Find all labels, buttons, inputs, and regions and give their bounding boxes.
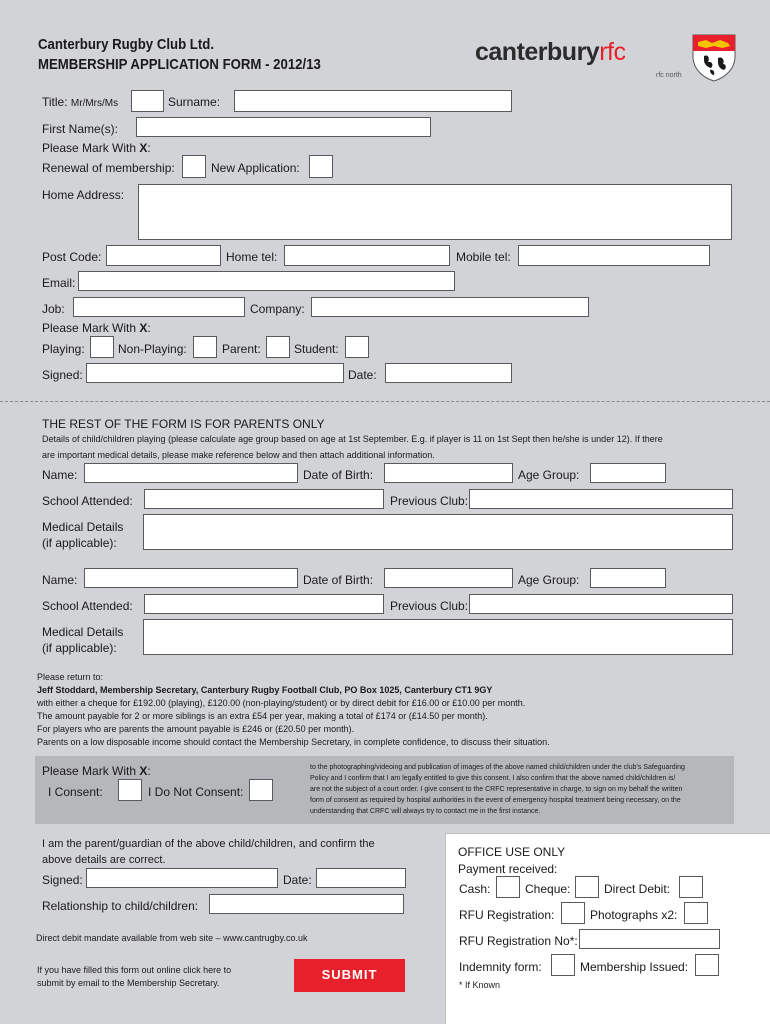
signed-input[interactable] bbox=[86, 363, 344, 383]
company-label: Company: bbox=[250, 302, 305, 316]
company-input[interactable] bbox=[311, 297, 589, 317]
child1-name-input[interactable] bbox=[84, 463, 298, 483]
post-code-label: Post Code: bbox=[42, 250, 102, 264]
playing-checkbox[interactable] bbox=[90, 336, 114, 358]
submit-button[interactable]: SUBMIT bbox=[294, 959, 405, 992]
child2-previous-club-input[interactable] bbox=[469, 594, 733, 614]
return-line-4: Parents on a low disposable income should contact the Membership Secretary, in complete confidence, to discuss their situation. bbox=[37, 737, 550, 747]
title-hint: Mr/Mrs/Ms bbox=[70, 98, 119, 109]
renewal-label: Renewal of membership: bbox=[42, 161, 175, 175]
i-consent-label: I Consent: bbox=[48, 785, 103, 799]
home-tel-label: Home tel: bbox=[226, 250, 278, 264]
student-checkbox[interactable] bbox=[345, 336, 369, 358]
photographs-checkbox[interactable] bbox=[684, 902, 708, 924]
child2-previous-club-label: Previous Club: bbox=[390, 599, 469, 613]
child2-age-group-label: Age Group: bbox=[518, 573, 580, 587]
first-names-label: First Name(s): bbox=[42, 122, 118, 136]
shield-icon bbox=[692, 34, 736, 82]
cheque-label: Cheque: bbox=[525, 882, 571, 896]
child2-name-input[interactable] bbox=[84, 568, 298, 588]
date-label: Date: bbox=[348, 368, 377, 382]
mark-x-colon: : bbox=[147, 141, 151, 155]
mobile-tel-label: Mobile tel: bbox=[456, 250, 511, 264]
title-label: Title: bbox=[42, 95, 68, 109]
club-name: Canterbury Rugby Club Ltd. bbox=[38, 36, 214, 53]
home-address-input[interactable] bbox=[138, 184, 732, 240]
payment-received-label: Payment received: bbox=[458, 862, 558, 876]
i-do-not-consent-label: I Do Not Consent: bbox=[148, 785, 244, 799]
online-note-2: submit by email to the Membership Secretary. bbox=[37, 978, 220, 988]
new-application-label: New Application: bbox=[211, 161, 300, 175]
rfu-registration-checkbox[interactable] bbox=[561, 902, 585, 924]
i-do-not-consent-checkbox[interactable] bbox=[249, 779, 273, 801]
photographs-label: Photographs x2: bbox=[590, 908, 678, 922]
job-input[interactable] bbox=[73, 297, 245, 317]
email-input[interactable] bbox=[78, 271, 455, 291]
mark-x-colon-2: : bbox=[147, 321, 151, 335]
surname-input[interactable] bbox=[234, 90, 512, 112]
indemnity-checkbox[interactable] bbox=[551, 954, 575, 976]
child1-dob-input[interactable] bbox=[384, 463, 513, 483]
mobile-tel-input[interactable] bbox=[518, 245, 710, 266]
return-line-2: The amount payable for 2 or more siblings is an extra £54 per year, making a total of £174 or (£14.50 per month). bbox=[37, 711, 488, 721]
guardian-signed-label: Signed: bbox=[42, 873, 83, 887]
direct-debit-note: Direct debit mandate available from web site – www.cantrugby.co.uk bbox=[36, 933, 308, 943]
home-tel-input[interactable] bbox=[284, 245, 450, 266]
membership-issued-label: Membership Issued: bbox=[580, 960, 689, 974]
return-address: Jeff Stoddard, Membership Secretary, Canterbury Rugby Football Club, PO Box 1025, Canterbury CT1 9GY bbox=[37, 685, 493, 695]
consent-mark-colon: : bbox=[147, 764, 151, 778]
child2-medical-input[interactable] bbox=[143, 619, 733, 655]
form-title: MEMBERSHIP APPLICATION FORM - 2012/13 bbox=[38, 56, 321, 73]
child1-age-group-input[interactable] bbox=[590, 463, 666, 483]
non-playing-label: Non-Playing: bbox=[118, 342, 187, 356]
email-label: Email: bbox=[42, 276, 76, 290]
consent-text-2: Policy and I confirm that I am legally entitled to give this consent. I also confirm that the above named child/children is/ bbox=[310, 775, 676, 782]
student-label: Student: bbox=[294, 342, 339, 356]
rfu-registration-label: RFU Registration: bbox=[459, 908, 555, 922]
child1-school-input[interactable] bbox=[144, 489, 384, 509]
child2-school-input[interactable] bbox=[144, 594, 384, 614]
job-label: Job: bbox=[42, 302, 65, 316]
consent-text-4: form of consent as required by hospital authorities in the event of emergency hospital treatment being necessary, on the bbox=[310, 797, 681, 804]
child1-name-label: Name: bbox=[42, 468, 78, 482]
child2-medical-label-1: Medical Details bbox=[42, 625, 124, 639]
guardian-signed-input[interactable] bbox=[86, 868, 278, 888]
guardian-statement-1: I am the parent/guardian of the above child/children, and confirm the bbox=[42, 838, 375, 850]
logo-rfc: rfc bbox=[599, 38, 626, 66]
club-logo bbox=[475, 38, 626, 67]
return-line-3: For players who are parents the amount payable is £246 or (£20.50 per month). bbox=[37, 724, 355, 734]
playing-label: Playing: bbox=[42, 342, 85, 356]
consent-text-5: understanding that CRFC will always try to contact me in the first instance. bbox=[310, 808, 541, 815]
child2-dob-input[interactable] bbox=[384, 568, 513, 588]
new-application-checkbox[interactable] bbox=[309, 155, 333, 178]
consent-mark-char: X bbox=[139, 764, 148, 778]
mark-with-label: Please Mark With bbox=[42, 141, 140, 155]
child1-dob-label: Date of Birth: bbox=[303, 468, 374, 482]
signed-label: Signed: bbox=[42, 368, 83, 382]
child2-name-label: Name: bbox=[42, 573, 78, 587]
relationship-label: Relationship to child/children: bbox=[42, 899, 199, 913]
online-note-1: If you have filled this form out online click here to bbox=[37, 965, 232, 975]
child1-medical-label-1: Medical Details bbox=[42, 520, 124, 534]
guardian-date-label: Date: bbox=[283, 873, 312, 887]
mark-x-char-2: X bbox=[139, 321, 148, 335]
cash-checkbox[interactable] bbox=[496, 876, 520, 898]
logo-tagline: rfc north bbox=[656, 72, 682, 79]
relationship-input[interactable] bbox=[209, 894, 404, 914]
title-input[interactable] bbox=[131, 90, 164, 112]
home-address-label: Home Address: bbox=[42, 188, 125, 202]
post-code-input[interactable] bbox=[106, 245, 221, 266]
consent-text-3: are not the subject of a court order. I give consent to the CRFC representative in charge, to sign on my behalf the written bbox=[310, 786, 683, 793]
child1-medical-input[interactable] bbox=[143, 514, 733, 550]
child1-previous-club-input[interactable] bbox=[469, 489, 733, 509]
renewal-checkbox[interactable] bbox=[182, 155, 206, 178]
first-names-input[interactable] bbox=[136, 117, 431, 137]
office-heading: OFFICE USE ONLY bbox=[458, 845, 566, 859]
guardian-statement-2: above details are correct. bbox=[42, 854, 166, 866]
direct-debit-checkbox[interactable] bbox=[679, 876, 703, 898]
child1-age-group-label: Age Group: bbox=[518, 468, 580, 482]
mark-x-char: X bbox=[139, 141, 148, 155]
cash-label: Cash: bbox=[459, 882, 491, 896]
logo-word: canterbury bbox=[475, 38, 600, 66]
if-known-note: * If Known bbox=[459, 980, 501, 990]
child1-previous-club-label: Previous Club: bbox=[390, 494, 469, 508]
child1-school-label: School Attended: bbox=[42, 494, 133, 508]
return-line-1: with either a cheque for £192.00 (playing), £120.00 (non-playing/student) or by direct debit for £16.00 or £10.00 per month. bbox=[37, 698, 526, 708]
child2-school-label: School Attended: bbox=[42, 599, 133, 613]
consent-mark-label: Please Mark With bbox=[42, 764, 140, 778]
parent-label: Parent: bbox=[222, 342, 261, 356]
consent-text-1: to the photographing/videoing and publication of images of the above named child/children under the club's Safeguarding bbox=[310, 764, 685, 771]
child2-age-group-input[interactable] bbox=[590, 568, 666, 588]
child2-dob-label: Date of Birth: bbox=[303, 573, 374, 587]
surname-label: Surname: bbox=[168, 95, 221, 109]
date-input[interactable] bbox=[385, 363, 512, 383]
membership-issued-checkbox[interactable] bbox=[695, 954, 719, 976]
please-return-label: Please return to: bbox=[37, 672, 104, 682]
i-consent-checkbox[interactable] bbox=[118, 779, 142, 801]
parents-intro-2: are important medical details, please make reference below and then attach additional information. bbox=[42, 450, 435, 460]
cheque-checkbox[interactable] bbox=[575, 876, 599, 898]
mark-with-label-2: Please Mark With bbox=[42, 321, 140, 335]
section-divider bbox=[0, 401, 770, 402]
direct-debit-label: Direct Debit: bbox=[604, 882, 671, 896]
non-playing-checkbox[interactable] bbox=[193, 336, 217, 358]
rfu-registration-no-input[interactable] bbox=[579, 929, 720, 949]
parents-intro-1: Details of child/children playing (please calculate age group based on age at 1st September. E.g. if player is 11 on 1st Sept then he/she is under 12). If there bbox=[42, 434, 663, 444]
parents-heading: THE REST OF THE FORM IS FOR PARENTS ONLY bbox=[42, 417, 325, 431]
child1-medical-label-2: (if applicable): bbox=[42, 536, 117, 550]
guardian-date-input[interactable] bbox=[316, 868, 406, 888]
parent-checkbox[interactable] bbox=[266, 336, 290, 358]
child2-medical-label-2: (if applicable): bbox=[42, 641, 117, 655]
rfu-registration-no-label: RFU Registration No*: bbox=[459, 934, 578, 948]
indemnity-label: Indemnity form: bbox=[459, 960, 542, 974]
